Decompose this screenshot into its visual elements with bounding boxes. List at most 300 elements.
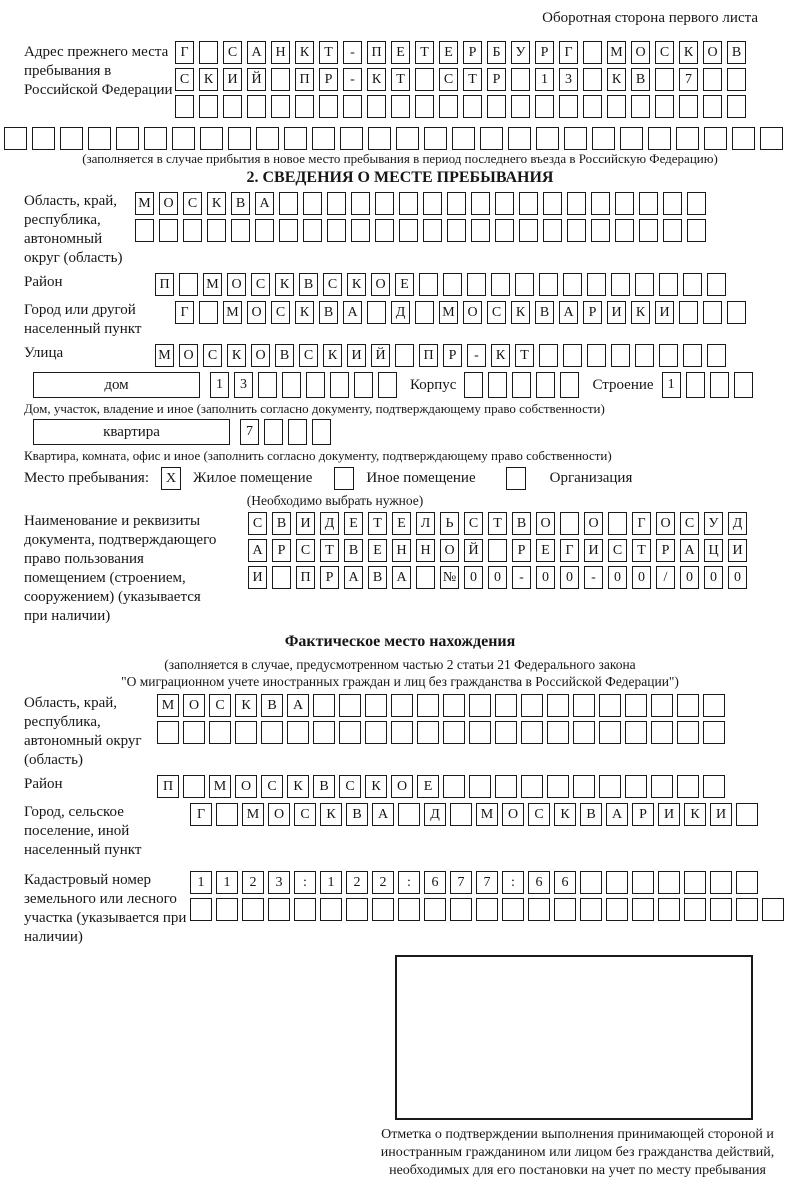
char-cell[interactable]: К [320, 803, 342, 826]
char-cell[interactable] [396, 127, 419, 150]
char-cell[interactable]: С [487, 301, 506, 324]
char-cell[interactable] [521, 694, 543, 717]
char-cell[interactable] [639, 219, 658, 242]
char-cell[interactable]: Н [392, 539, 411, 562]
char-cell[interactable]: С [271, 301, 290, 324]
char-cell[interactable] [592, 127, 615, 150]
char-cell[interactable] [710, 372, 729, 398]
char-cell[interactable] [760, 127, 783, 150]
char-cell[interactable] [399, 192, 418, 215]
char-cell[interactable] [547, 721, 569, 744]
char-cell[interactable] [469, 775, 491, 798]
char-cell[interactable] [415, 301, 434, 324]
char-cell[interactable] [450, 803, 472, 826]
char-cell[interactable]: Р [319, 68, 338, 91]
char-cell[interactable]: П [367, 41, 386, 64]
char-cell[interactable]: Р [656, 539, 675, 562]
char-cell[interactable]: С [528, 803, 550, 826]
char-cell[interactable]: 0 [680, 566, 699, 589]
char-cell[interactable]: Е [392, 512, 411, 535]
char-cell[interactable] [512, 372, 531, 398]
char-cell[interactable] [727, 301, 746, 324]
char-cell[interactable]: П [296, 566, 315, 589]
char-cell[interactable] [312, 127, 335, 150]
char-cell[interactable] [703, 301, 722, 324]
char-cell[interactable] [625, 721, 647, 744]
char-cell[interactable] [686, 372, 705, 398]
char-cell[interactable] [216, 803, 238, 826]
char-cell[interactable] [611, 344, 630, 367]
char-cell[interactable] [467, 273, 486, 296]
char-cell[interactable] [535, 95, 554, 118]
char-cell[interactable]: 3 [268, 871, 290, 894]
char-cell[interactable] [375, 219, 394, 242]
char-cell[interactable] [209, 721, 231, 744]
char-cell[interactable] [395, 344, 414, 367]
char-cell[interactable] [367, 95, 386, 118]
char-cell[interactable]: О [631, 41, 650, 64]
char-cell[interactable]: Т [488, 512, 507, 535]
char-cell[interactable] [707, 273, 726, 296]
char-cell[interactable]: Й [371, 344, 390, 367]
char-cell[interactable] [32, 127, 55, 150]
char-cell[interactable]: В [313, 775, 335, 798]
char-cell[interactable] [319, 95, 338, 118]
char-cell[interactable]: А [344, 566, 363, 589]
char-cell[interactable] [495, 694, 517, 717]
char-cell[interactable]: Р [583, 301, 602, 324]
char-cell[interactable] [423, 192, 442, 215]
char-cell[interactable]: О [502, 803, 524, 826]
char-cell[interactable] [608, 512, 627, 535]
char-cell[interactable]: О [703, 41, 722, 64]
char-cell[interactable] [443, 721, 465, 744]
char-cell[interactable] [365, 694, 387, 717]
char-cell[interactable] [424, 127, 447, 150]
char-cell[interactable] [583, 95, 602, 118]
char-cell[interactable] [564, 127, 587, 150]
char-cell[interactable] [583, 68, 602, 91]
char-cell[interactable]: К [631, 301, 650, 324]
char-cell[interactable] [632, 871, 654, 894]
char-cell[interactable] [284, 127, 307, 150]
char-cell[interactable] [60, 127, 83, 150]
char-cell[interactable]: В [299, 273, 318, 296]
char-cell[interactable] [223, 95, 242, 118]
char-cell[interactable] [703, 95, 722, 118]
char-cell[interactable] [159, 219, 178, 242]
char-cell[interactable] [272, 566, 291, 589]
char-cell[interactable] [443, 694, 465, 717]
char-cell[interactable] [447, 219, 466, 242]
char-cell[interactable] [183, 219, 202, 242]
char-cell[interactable]: : [294, 871, 316, 894]
char-cell[interactable]: - [467, 344, 486, 367]
char-cell[interactable]: И [296, 512, 315, 535]
char-cell[interactable] [563, 344, 582, 367]
char-cell[interactable]: О [391, 775, 413, 798]
char-cell[interactable]: И [248, 566, 267, 589]
char-cell[interactable]: В [275, 344, 294, 367]
char-cell[interactable]: К [347, 273, 366, 296]
char-cell[interactable] [264, 419, 283, 445]
char-cell[interactable]: С [183, 192, 202, 215]
char-cell[interactable]: К [295, 301, 314, 324]
char-cell[interactable] [343, 95, 362, 118]
char-cell[interactable] [677, 775, 699, 798]
char-cell[interactable]: Б [487, 41, 506, 64]
char-cell[interactable] [573, 694, 595, 717]
char-cell[interactable]: 1 [190, 871, 212, 894]
char-cell[interactable]: 0 [488, 566, 507, 589]
char-cell[interactable]: Т [415, 41, 434, 64]
char-cell[interactable] [228, 127, 251, 150]
char-cell[interactable]: А [680, 539, 699, 562]
char-cell[interactable] [703, 694, 725, 717]
char-cell[interactable]: К [295, 41, 314, 64]
char-cell[interactable]: И [347, 344, 366, 367]
char-cell[interactable]: К [511, 301, 530, 324]
char-cell[interactable] [710, 871, 732, 894]
char-cell[interactable]: О [183, 694, 205, 717]
char-cell[interactable]: 7 [450, 871, 472, 894]
char-cell[interactable]: Й [464, 539, 483, 562]
char-cell[interactable] [372, 898, 394, 921]
char-cell[interactable]: 0 [560, 566, 579, 589]
char-cell[interactable] [632, 898, 654, 921]
char-cell[interactable]: Т [319, 41, 338, 64]
char-cell[interactable]: 2 [346, 871, 368, 894]
char-cell[interactable] [303, 219, 322, 242]
char-cell[interactable] [707, 344, 726, 367]
char-cell[interactable]: С [248, 512, 267, 535]
char-cell[interactable] [287, 721, 309, 744]
char-cell[interactable]: - [343, 68, 362, 91]
char-cell[interactable]: О [247, 301, 266, 324]
char-cell[interactable] [519, 219, 538, 242]
char-cell[interactable]: П [157, 775, 179, 798]
char-cell[interactable]: К [235, 694, 257, 717]
char-cell[interactable]: О [656, 512, 675, 535]
char-cell[interactable] [736, 803, 758, 826]
char-cell[interactable]: С [203, 344, 222, 367]
char-cell[interactable]: 6 [424, 871, 446, 894]
char-cell[interactable]: О [159, 192, 178, 215]
char-cell[interactable] [416, 566, 435, 589]
char-cell[interactable] [199, 95, 218, 118]
char-cell[interactable] [261, 721, 283, 744]
char-cell[interactable] [607, 95, 626, 118]
char-cell[interactable] [651, 694, 673, 717]
char-cell[interactable] [415, 68, 434, 91]
char-cell[interactable] [502, 898, 524, 921]
char-cell[interactable]: 6 [554, 871, 576, 894]
char-cell[interactable] [727, 68, 746, 91]
char-cell[interactable] [368, 127, 391, 150]
char-cell[interactable] [463, 95, 482, 118]
char-cell[interactable] [625, 694, 647, 717]
char-cell[interactable] [734, 372, 753, 398]
char-cell[interactable] [313, 694, 335, 717]
char-cell[interactable] [157, 721, 179, 744]
char-cell[interactable]: Р [487, 68, 506, 91]
char-cell[interactable] [710, 898, 732, 921]
char-cell[interactable] [216, 898, 238, 921]
char-cell[interactable] [615, 192, 634, 215]
char-cell[interactable] [495, 219, 514, 242]
char-cell[interactable] [235, 721, 257, 744]
char-cell[interactable]: Г [190, 803, 212, 826]
char-cell[interactable] [378, 372, 397, 398]
char-cell[interactable] [703, 721, 725, 744]
char-cell[interactable] [736, 898, 758, 921]
char-cell[interactable] [330, 372, 349, 398]
char-cell[interactable]: Е [391, 41, 410, 64]
char-cell[interactable]: И [728, 539, 747, 562]
char-cell[interactable] [200, 127, 223, 150]
char-cell[interactable]: В [346, 803, 368, 826]
char-cell[interactable] [183, 775, 205, 798]
char-cell[interactable]: Е [439, 41, 458, 64]
char-cell[interactable]: Р [272, 539, 291, 562]
char-cell[interactable]: 7 [679, 68, 698, 91]
char-cell[interactable]: Д [728, 512, 747, 535]
char-cell[interactable] [271, 68, 290, 91]
char-cell[interactable] [398, 898, 420, 921]
char-cell[interactable]: И [655, 301, 674, 324]
char-cell[interactable]: В [512, 512, 531, 535]
char-cell[interactable] [599, 721, 621, 744]
char-cell[interactable] [471, 219, 490, 242]
char-cell[interactable]: М [155, 344, 174, 367]
char-cell[interactable] [620, 127, 643, 150]
char-cell[interactable]: В [631, 68, 650, 91]
char-cell[interactable] [288, 419, 307, 445]
char-cell[interactable] [4, 127, 27, 150]
char-cell[interactable]: И [584, 539, 603, 562]
char-cell[interactable] [415, 95, 434, 118]
char-cell[interactable] [606, 871, 628, 894]
char-cell[interactable]: А [248, 539, 267, 562]
char-cell[interactable]: С [299, 344, 318, 367]
char-cell[interactable]: Р [632, 803, 654, 826]
char-cell[interactable] [703, 68, 722, 91]
char-cell[interactable]: В [319, 301, 338, 324]
char-cell[interactable] [391, 721, 413, 744]
char-cell[interactable]: И [658, 803, 680, 826]
char-cell[interactable] [677, 721, 699, 744]
checkbox-inoe[interactable] [334, 467, 354, 490]
char-cell[interactable] [599, 694, 621, 717]
char-cell[interactable] [469, 694, 491, 717]
char-cell[interactable] [450, 898, 472, 921]
char-cell[interactable]: Ь [440, 512, 459, 535]
char-cell[interactable]: С [680, 512, 699, 535]
char-cell[interactable] [144, 127, 167, 150]
char-cell[interactable]: Р [443, 344, 462, 367]
char-cell[interactable]: И [710, 803, 732, 826]
char-cell[interactable] [515, 273, 534, 296]
char-cell[interactable]: А [559, 301, 578, 324]
char-cell[interactable]: 1 [210, 372, 229, 398]
char-cell[interactable]: № [440, 566, 459, 589]
char-cell[interactable]: О [584, 512, 603, 535]
char-cell[interactable]: Т [632, 539, 651, 562]
char-cell[interactable]: О [179, 344, 198, 367]
char-cell[interactable]: Т [320, 539, 339, 562]
char-cell[interactable] [663, 192, 682, 215]
char-cell[interactable] [207, 219, 226, 242]
char-cell[interactable]: К [365, 775, 387, 798]
char-cell[interactable]: - [343, 41, 362, 64]
char-cell[interactable]: 0 [704, 566, 723, 589]
char-cell[interactable]: 0 [464, 566, 483, 589]
char-cell[interactable]: С [339, 775, 361, 798]
char-cell[interactable] [339, 721, 361, 744]
char-cell[interactable] [231, 219, 250, 242]
char-cell[interactable] [346, 898, 368, 921]
char-cell[interactable]: В [272, 512, 291, 535]
char-cell[interactable] [469, 721, 491, 744]
char-cell[interactable] [303, 192, 322, 215]
char-cell[interactable]: 1 [320, 871, 342, 894]
char-cell[interactable] [687, 219, 706, 242]
char-cell[interactable]: / [656, 566, 675, 589]
char-cell[interactable] [495, 192, 514, 215]
char-cell[interactable] [480, 127, 503, 150]
char-cell[interactable]: Р [512, 539, 531, 562]
char-cell[interactable] [606, 898, 628, 921]
checkbox-zhiloe[interactable]: X [161, 467, 181, 490]
char-cell[interactable] [183, 721, 205, 744]
char-cell[interactable]: 0 [728, 566, 747, 589]
char-cell[interactable] [560, 372, 579, 398]
char-cell[interactable] [704, 127, 727, 150]
char-cell[interactable]: 2 [372, 871, 394, 894]
char-cell[interactable] [471, 192, 490, 215]
char-cell[interactable]: К [554, 803, 576, 826]
char-cell[interactable]: К [199, 68, 218, 91]
char-cell[interactable]: Г [559, 41, 578, 64]
char-cell[interactable] [464, 372, 483, 398]
char-cell[interactable]: С [439, 68, 458, 91]
char-cell[interactable]: У [511, 41, 530, 64]
char-cell[interactable] [631, 95, 650, 118]
char-cell[interactable]: - [584, 566, 603, 589]
char-cell[interactable]: Т [515, 344, 534, 367]
char-cell[interactable]: : [398, 871, 420, 894]
char-cell[interactable] [258, 372, 277, 398]
char-cell[interactable] [567, 219, 586, 242]
char-cell[interactable] [591, 192, 610, 215]
char-cell[interactable] [443, 775, 465, 798]
char-cell[interactable]: 7 [240, 419, 259, 445]
char-cell[interactable]: К [679, 41, 698, 64]
char-cell[interactable]: 0 [608, 566, 627, 589]
char-cell[interactable] [659, 273, 678, 296]
char-cell[interactable] [567, 192, 586, 215]
char-cell[interactable] [683, 273, 702, 296]
char-cell[interactable]: Р [535, 41, 554, 64]
char-cell[interactable] [639, 192, 658, 215]
char-cell[interactable]: И [607, 301, 626, 324]
char-cell[interactable] [679, 95, 698, 118]
char-cell[interactable] [539, 344, 558, 367]
char-cell[interactable]: А [372, 803, 394, 826]
char-cell[interactable] [175, 95, 194, 118]
char-cell[interactable]: С [223, 41, 242, 64]
char-cell[interactable]: Д [424, 803, 446, 826]
char-cell[interactable]: К [275, 273, 294, 296]
char-cell[interactable] [268, 898, 290, 921]
char-cell[interactable] [424, 898, 446, 921]
char-cell[interactable] [439, 95, 458, 118]
char-cell[interactable]: 2 [242, 871, 264, 894]
char-cell[interactable] [447, 192, 466, 215]
char-cell[interactable]: К [607, 68, 626, 91]
char-cell[interactable]: М [203, 273, 222, 296]
char-cell[interactable] [488, 539, 507, 562]
char-cell[interactable]: 1 [216, 871, 238, 894]
char-cell[interactable] [491, 273, 510, 296]
char-cell[interactable] [511, 95, 530, 118]
char-cell[interactable] [279, 192, 298, 215]
char-cell[interactable] [135, 219, 154, 242]
char-cell[interactable] [423, 219, 442, 242]
char-cell[interactable]: С [294, 803, 316, 826]
char-cell[interactable] [625, 775, 647, 798]
char-cell[interactable]: С [175, 68, 194, 91]
char-cell[interactable]: 0 [536, 566, 555, 589]
char-cell[interactable]: : [502, 871, 524, 894]
char-cell[interactable] [591, 219, 610, 242]
char-cell[interactable]: П [419, 344, 438, 367]
char-cell[interactable] [528, 898, 550, 921]
char-cell[interactable]: Д [391, 301, 410, 324]
char-cell[interactable]: М [157, 694, 179, 717]
checkbox-organizatsiya[interactable] [506, 467, 526, 490]
char-cell[interactable]: А [255, 192, 274, 215]
char-cell[interactable]: М [209, 775, 231, 798]
char-cell[interactable]: В [727, 41, 746, 64]
char-cell[interactable]: Ц [704, 539, 723, 562]
char-cell[interactable] [199, 301, 218, 324]
char-cell[interactable] [543, 192, 562, 215]
char-cell[interactable]: К [323, 344, 342, 367]
char-cell[interactable] [351, 219, 370, 242]
char-cell[interactable] [306, 372, 325, 398]
char-cell[interactable]: А [247, 41, 266, 64]
char-cell[interactable]: О [463, 301, 482, 324]
char-cell[interactable]: В [368, 566, 387, 589]
char-cell[interactable]: М [607, 41, 626, 64]
char-cell[interactable] [683, 344, 702, 367]
char-cell[interactable] [271, 95, 290, 118]
char-cell[interactable] [521, 775, 543, 798]
char-cell[interactable]: О [536, 512, 555, 535]
char-cell[interactable]: В [261, 694, 283, 717]
char-cell[interactable] [282, 372, 301, 398]
char-cell[interactable] [655, 95, 674, 118]
char-cell[interactable] [179, 273, 198, 296]
char-cell[interactable] [651, 721, 673, 744]
char-cell[interactable] [375, 192, 394, 215]
char-cell[interactable] [313, 721, 335, 744]
char-cell[interactable] [511, 68, 530, 91]
char-cell[interactable] [495, 721, 517, 744]
char-cell[interactable] [351, 192, 370, 215]
char-cell[interactable]: Л [416, 512, 435, 535]
